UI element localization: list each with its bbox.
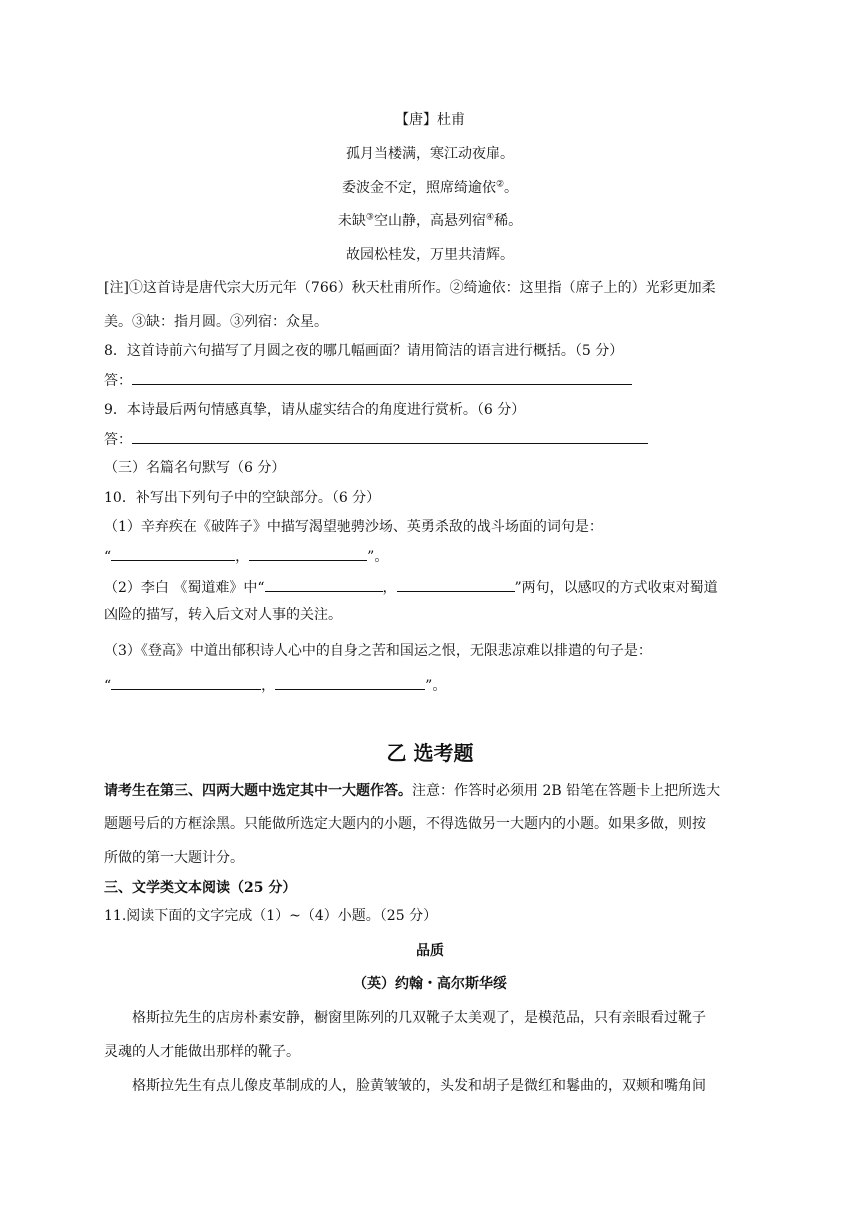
poem-author: 【唐】杜甫 <box>395 112 465 128</box>
question-9: 9．本诗最后两句情感真挚，请从虚实结合的角度进行赏析。（6 分） <box>104 402 526 418</box>
question-10-part-2: （2）李白 《蜀道难》中“ ， ”两句，以感叹的方式收束对蜀道 <box>104 577 768 598</box>
answer-8-row <box>104 370 768 391</box>
question-10-part-1: （1）辛弃疾在《破阵子》中描写渴望驰骋沙场、英勇杀敌的战斗场面的词句是： <box>104 519 603 535</box>
question-8: 8．这首诗前六句描写了月圆之夜的哪几幅画面？请用简洁的语言进行概括。（5 分） <box>104 343 624 359</box>
question-11: 11.阅读下面的文字完成（1）~（4）小题。（25 分） <box>104 908 438 924</box>
poem-note-1: [注]①这首诗是唐代宗大历元年（766）秋天杜甫所作。②绮逾依：这里指（席子上的）光彩更加柔 <box>104 280 716 296</box>
answer-9-blank[interactable] <box>132 429 648 444</box>
answer-label: 答： <box>104 432 132 448</box>
story-paragraph-1a: 格斯拉先生的店房朴素安静，橱窗里陈列的几双靴子太美观了，是模范品，只有亲眼看过靴子 <box>132 1010 706 1026</box>
story-paragraph-2: 格斯拉先生有点儿像皮革制成的人，脸黄皱皱的，头发和胡子是微红和鬈曲的，双颊和嘴角间 <box>132 1078 706 1094</box>
story-title: 品质 <box>416 943 444 959</box>
answer-9-row <box>104 429 768 450</box>
blank-1b[interactable] <box>249 546 367 561</box>
section-b-instructions-3: 所做的第一大题计分。 <box>104 850 244 866</box>
section-b-title: 乙 选考题 <box>386 741 474 765</box>
question-10-part-3: （3）《登高》中道出郁积诗人心中的自身之苦和国运之恨，无限悲凉难以排遣的句子是： <box>104 643 652 659</box>
question-10-part-3-blanks: “ ， ”。 <box>104 675 768 696</box>
blank-3a[interactable] <box>111 675 261 690</box>
section-b-instructions-2: 题题号后的方框涂黑。只能做所选定大题内的小题，不得选做另一大题内的小题。如果多做，则按 <box>104 816 706 832</box>
question-10: 10．补写出下列句子中的空缺部分。（6 分） <box>104 490 381 506</box>
blank-2a[interactable] <box>265 577 383 592</box>
question-10-part-2-line2: 凶险的描写，转入后文对人事的关注。 <box>104 607 342 623</box>
story-paragraph-1b: 灵魂的人才能做出那样的靴子。 <box>104 1044 300 1060</box>
blank-2b[interactable] <box>397 577 515 592</box>
poem-line-1: 孤月当楼满，寒江动夜扉。 <box>346 146 514 162</box>
section-b-instructions-1: 请考生在第三、四两大题中选定其中一大题作答。注意：作答时必须用 2B 铅笔在答题卡上把所选大 <box>104 783 721 799</box>
answer-label: 答： <box>104 373 132 389</box>
poem-line-4: 故园松桂发，万里共清辉。 <box>346 247 514 263</box>
poem-note-2: 美。③缺：指月圆。③列宿：众星。 <box>104 314 328 330</box>
section-heading-memorization: （三）名篇名句默写（6 分） <box>104 460 286 476</box>
poem-line-3: 未缺③空山静，高悬列宿④稀。 <box>337 212 523 229</box>
story-author: （英）约翰・高尔斯华绥 <box>353 976 507 992</box>
part3-heading: 三、文学类文本阅读（25 分） <box>104 880 297 896</box>
blank-1a[interactable] <box>111 546 235 561</box>
poem-line-2: 委波金不定，照席绮逾依②。 <box>341 179 519 196</box>
answer-8-blank[interactable] <box>132 370 632 385</box>
question-10-part-1-blanks: “ ， ”。 <box>104 546 768 567</box>
blank-3b[interactable] <box>275 675 425 690</box>
